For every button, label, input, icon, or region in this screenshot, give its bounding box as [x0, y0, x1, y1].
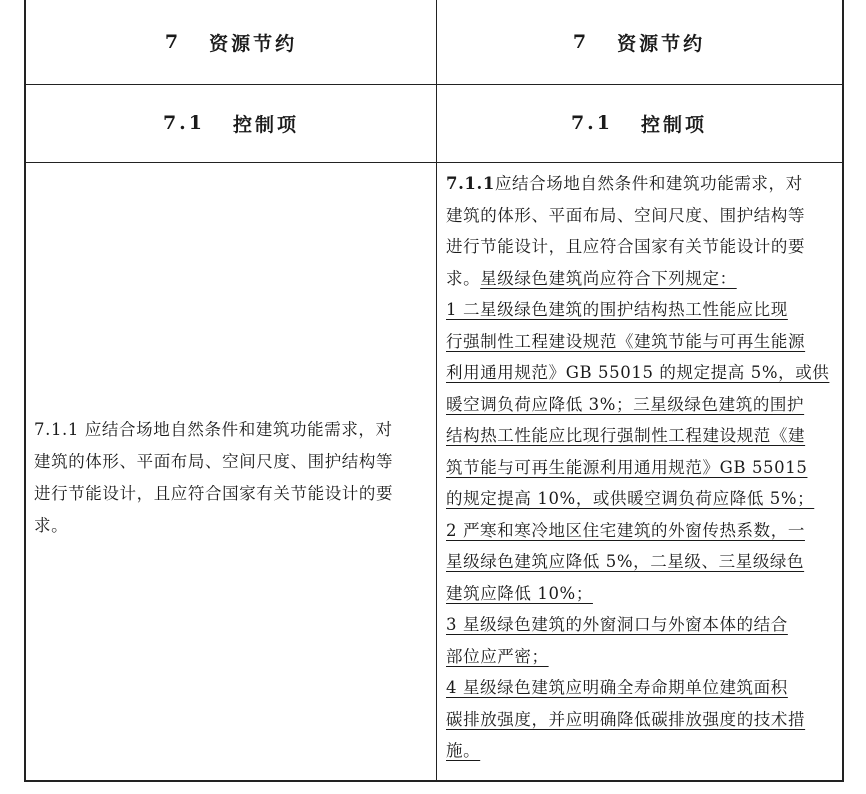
added-requirement-line: 1 二星级绿色建筑的围护结构热工性能应比现 [446, 300, 788, 319]
left-section-number: 7 [164, 31, 182, 53]
left-subsection-title: 控制项 [233, 113, 300, 136]
added-requirement-line: 施。 [446, 741, 481, 760]
right-section-number: 7 [572, 31, 590, 53]
added-requirement-line: 结构热工性能应比现行强制性工程建设规范《建 [446, 426, 806, 445]
right-clause-line-3: 进行节能设计，且应符合国家有关节能设计的要 [446, 237, 806, 256]
added-requirement-line: 的规定提高 10%，或供暖空调负荷应降低 5%； [446, 489, 815, 508]
right-section-heading [436, 0, 842, 84]
clause-text-plain: 求。 [446, 268, 481, 288]
added-requirement-line: 筑节能与可再生能源利用通用规范》GB 55015 [446, 457, 808, 477]
left-section-heading [26, 0, 436, 84]
left-section-title: 资源节约 [209, 32, 298, 55]
added-requirement-line: 暖空调负荷应降低 3%；三星级绿色建筑的围护 [446, 394, 805, 414]
left-subsection-number: 7.1 [162, 112, 206, 134]
added-requirement-line: 星级绿色建筑应降低 5%，二星级、三星级绿色 [446, 552, 805, 571]
added-requirement-line: 2 严寒和寒冷地区住宅建筑的外窗传热系数，一 [446, 520, 805, 540]
added-requirement-line: 碳排放强度，并应明确降低碳排放强度的技术措 [446, 709, 806, 729]
left-clause-line: 进行节能设计，且应符合国家有关节能设计的要 [34, 484, 394, 503]
right-clause-line-2: 建筑的体形、平面布局、空间尺度、围护结构等 [446, 205, 806, 225]
row-divider-2 [26, 162, 842, 163]
added-requirement-line: 行强制性工程建设规范《建筑节能与可再生能源 [446, 331, 806, 351]
left-clause-line: 建筑的体形、平面布局、空间尺度、围护结构等 [34, 452, 394, 471]
right-clause-text [446, 168, 840, 767]
right-section-title: 资源节约 [617, 32, 706, 55]
right-clause-line-4 [446, 263, 840, 295]
right-clause-line-1 [446, 168, 840, 200]
clause-text: 应结合场地自然条件和建筑功能需求，对 [494, 174, 803, 193]
right-subsection-number: 7.1 [570, 112, 614, 134]
left-clause-text [34, 414, 430, 542]
added-requirement-line: 利用通用规范》GB 55015 的规定提高 5%，或供 [446, 363, 830, 382]
added-requirement-line: 部位应严密； [446, 646, 549, 666]
left-subsection-heading [26, 84, 436, 162]
added-requirement-line: 3 星级绿色建筑的外窗洞口与外窗本体的结合 [446, 615, 788, 634]
right-subsection-title: 控制项 [641, 113, 708, 136]
added-requirement-line: 建筑应降低 10%； [446, 583, 593, 603]
comparison-table [24, 0, 844, 782]
left-clause-line: 求。 [34, 516, 69, 535]
added-requirement-line: 4 星级绿色建筑应明确全寿命期单位建筑面积 [446, 678, 788, 697]
left-clause-line: 7.1.1 应结合场地自然条件和建筑功能需求，对 [34, 420, 393, 439]
clause-number: 7.1.1 [446, 174, 495, 193]
right-subsection-heading [436, 84, 842, 162]
added-requirement-text: 星级绿色建筑尚应符合下列规定： [480, 268, 737, 288]
